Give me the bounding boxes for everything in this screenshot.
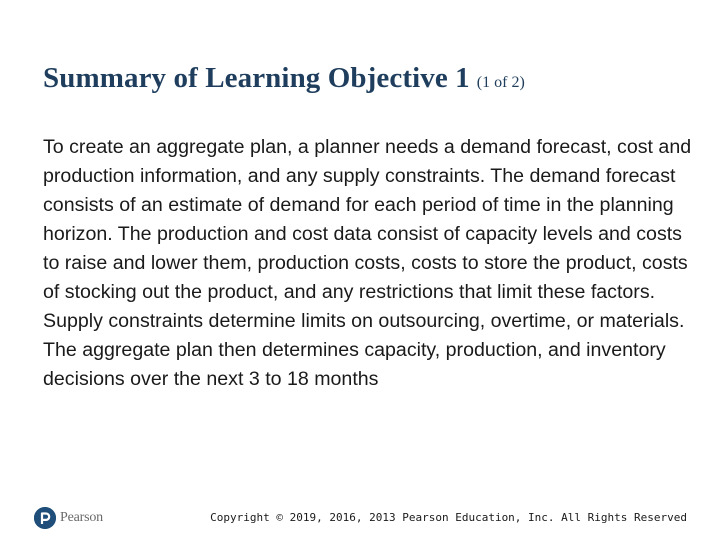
pearson-p-icon	[34, 507, 56, 529]
slide-title-suffix: (1 of 2)	[476, 74, 525, 91]
slide-body-text: To create an aggregate plan, a planner needs a demand forecast, cost and production information, and any supply constraints. The demand forecast consists of an estimate of demand for each period of time in the planning horizon. The production and cost data consist of capacity levels and costs to raise and lower them, production costs, costs to store the product, costs of stocking out the product, and any restrictions that limit these factors. Supply constraints determine limits on outsourcing, overtime, or materials. The aggregate plan then determines capacity, production, and inventory decisions over the next 3 to 18 months	[43, 136, 692, 390]
slide-title	[43, 58, 683, 103]
copyright-notice: Copyright © 2019, 2016, 2013 Pearson Education, Inc. All Rights Reserved	[210, 511, 687, 524]
pearson-logo-text: Pearson	[60, 510, 103, 525]
slide-title-main: Summary of Learning Objective 1	[43, 62, 470, 94]
pearson-logo	[34, 505, 103, 531]
